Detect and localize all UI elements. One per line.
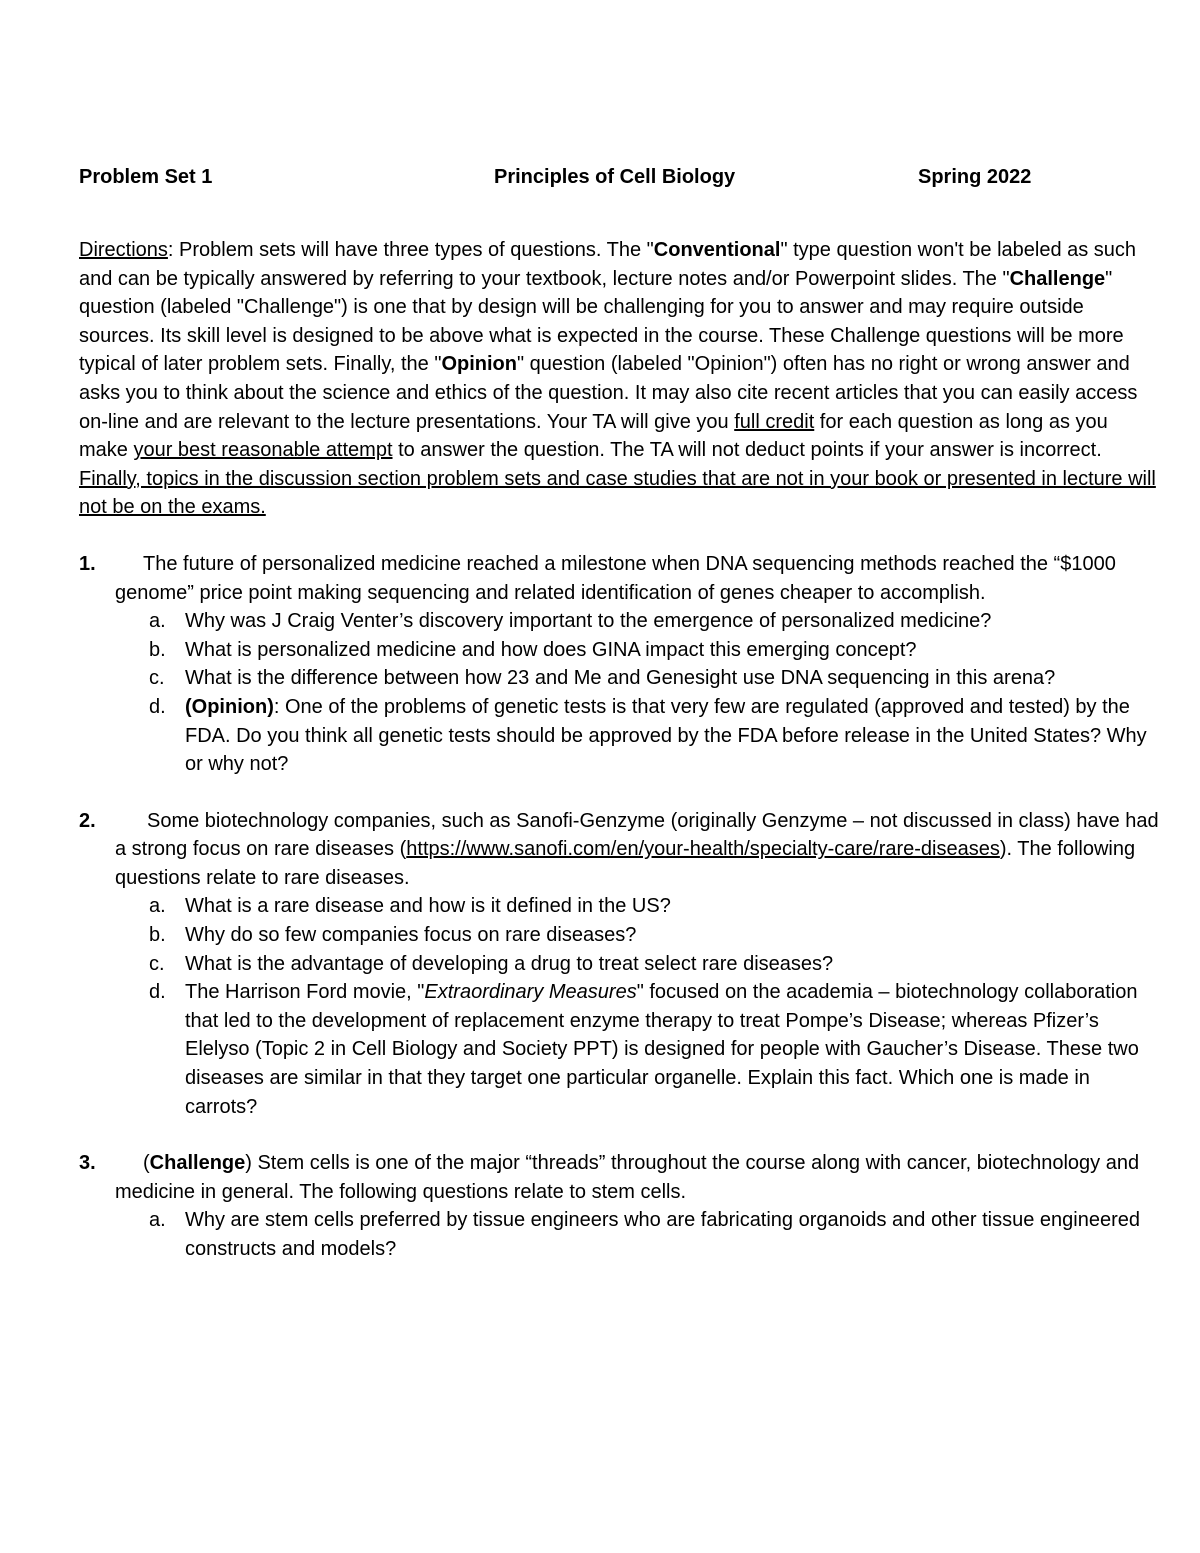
subquestion-text: " focused on the academia – biotechnology collaboration that led to the development of replacement enzyme therapy to treat Pompe’s Disease; whereas Pfizer’s Elelyso (Topic 2 in Cell Biology and Society PPT) is designed for people with Gaucher’s Disease. These two diseases are similar in that they target one particular organelle. Explain this fact. Which one is made in carrots? <box>185 981 1139 1118</box>
subquestion <box>79 921 1159 950</box>
subquestion-text: What is the advantage of developing a drug to treat select rare diseases? <box>185 952 834 975</box>
subquestion-list <box>79 1206 1159 1263</box>
subquestion-letter: d. <box>149 981 166 1004</box>
question-text: ). The following questions relate to rare diseases. <box>115 838 1136 889</box>
subquestion-letter: a. <box>149 1209 166 1232</box>
directions-text: " question (labeled "Challenge") is one that by design will be challenging for you to answer and may require outside sources. Its skill level is designed to be above what is expected in the course. These Challenge questions will be more typical of later problem sets. Finally, the " <box>79 267 1124 376</box>
full-credit-text: full credit <box>734 410 815 433</box>
document-body <box>79 236 1159 1292</box>
subquestion-letter: a. <box>149 895 166 918</box>
subquestion-letter: a. <box>149 610 166 633</box>
subquestion <box>79 892 1159 921</box>
movie-title: Extraordinary Measures <box>424 981 637 1004</box>
opinion-tag: (Opinion) <box>185 695 274 718</box>
subquestion-letter: c. <box>149 667 165 690</box>
term-label: Spring 2022 <box>918 166 1032 188</box>
subquestion-list <box>79 607 1159 779</box>
subquestion-text: What is the difference between how 23 and Me and Genesight use DNA sequencing in this arena? <box>185 667 1056 690</box>
subquestion-letter: c. <box>149 952 165 975</box>
directions-text: for each question as long as you make <box>79 410 1108 462</box>
finally-note: Finally, topics in the discussion section problem sets and case studies that are not in your book or presented in lecture will not be on the exams. <box>79 467 1156 519</box>
challenge-tag: Challenge <box>149 1152 246 1175</box>
directions-text: " question (labeled "Opinion") often has no right or wrong answer and asks you to think about the science and ethics of the question. It may also cite recent articles that you can easily access on-line and are relevant to the lecture presentations. Your TA will give you <box>79 353 1138 433</box>
challenge-label: Challenge <box>1009 267 1106 290</box>
question-text: ( <box>143 1152 150 1175</box>
question-number: 3. <box>79 1152 96 1175</box>
subquestion <box>79 1206 1159 1263</box>
subquestion-letter: d. <box>149 695 166 718</box>
rare-diseases-link[interactable]: https://www.sanofi.com/en/your-health/specialty-care/rare-diseases <box>406 838 1000 861</box>
subquestion <box>79 664 1159 693</box>
course-title: Principles of Cell Biology <box>494 166 736 188</box>
subquestion-text: Why do so few companies focus on rare diseases? <box>185 924 637 947</box>
subquestion-list <box>79 892 1159 1121</box>
problem-set-title: Problem Set 1 <box>79 166 213 188</box>
subquestion-text: Why was J Craig Venter’s discovery important to the emergence of personalized medicine? <box>185 610 992 633</box>
subquestion-text: What is personalized medicine and how does GINA impact this emerging concept? <box>185 638 917 661</box>
question-number: 2. <box>79 809 96 832</box>
question-text: Some biotechnology companies, such as Sanofi-Genzyme (originally Genzyme – not discussed in class) have had a strong focus on rare diseases ( <box>115 809 1159 861</box>
question-number: 1. <box>79 552 96 575</box>
question-3 <box>79 1149 1159 1263</box>
question-1 <box>79 550 1159 779</box>
subquestion-text: Why are stem cells preferred by tissue engineers who are fabricating organoids and other tissue engineered constructs and models? <box>185 1209 1140 1260</box>
subquestion-text: What is a rare disease and how is it defined in the US? <box>185 895 671 918</box>
page-header <box>0 166 1200 194</box>
subquestion-letter: b. <box>149 638 166 661</box>
question-text: ) Stem cells is one of the major “threads” throughout the course along with cancer, biotechnology and medicine in general. The following questions relate to stem cells. <box>115 1152 1140 1203</box>
question-2 <box>79 807 1159 1122</box>
directions-text: : Problem sets will have three types of questions. The " <box>167 239 654 261</box>
subquestion <box>79 978 1159 1121</box>
question-text: The future of personalized medicine reached a milestone when DNA sequencing methods reached the “$1000 genome” price point making sequencing and related identification of genes cheaper to accomplish. <box>115 552 1116 604</box>
directions-paragraph <box>79 236 1159 522</box>
subquestion-text: The Harrison Ford movie, " <box>185 981 425 1004</box>
best-attempt-text: your best reasonable attempt <box>133 439 393 462</box>
subquestion <box>79 950 1159 979</box>
directions-label: Directions <box>79 239 168 261</box>
subquestion <box>79 607 1159 636</box>
subquestion-letter: b. <box>149 924 166 947</box>
directions-text: to answer the question. The TA will not deduct points if your answer is incorrect. <box>392 439 1102 462</box>
directions-text: " type question won't be labeled as such and can be typically answered by referring to your textbook, lecture notes and/or Powerpoint slides. The " <box>79 239 1137 290</box>
subquestion <box>79 693 1159 779</box>
conventional-label: Conventional <box>653 239 781 261</box>
subquestion <box>79 636 1159 665</box>
opinion-label: Opinion <box>441 353 517 376</box>
subquestion-text: : One of the problems of genetic tests is that very few are regulated (approved and tested) by the FDA. Do you think all genetic tests should be approved by the FDA before release in the United States? Why or why not? <box>185 695 1147 776</box>
